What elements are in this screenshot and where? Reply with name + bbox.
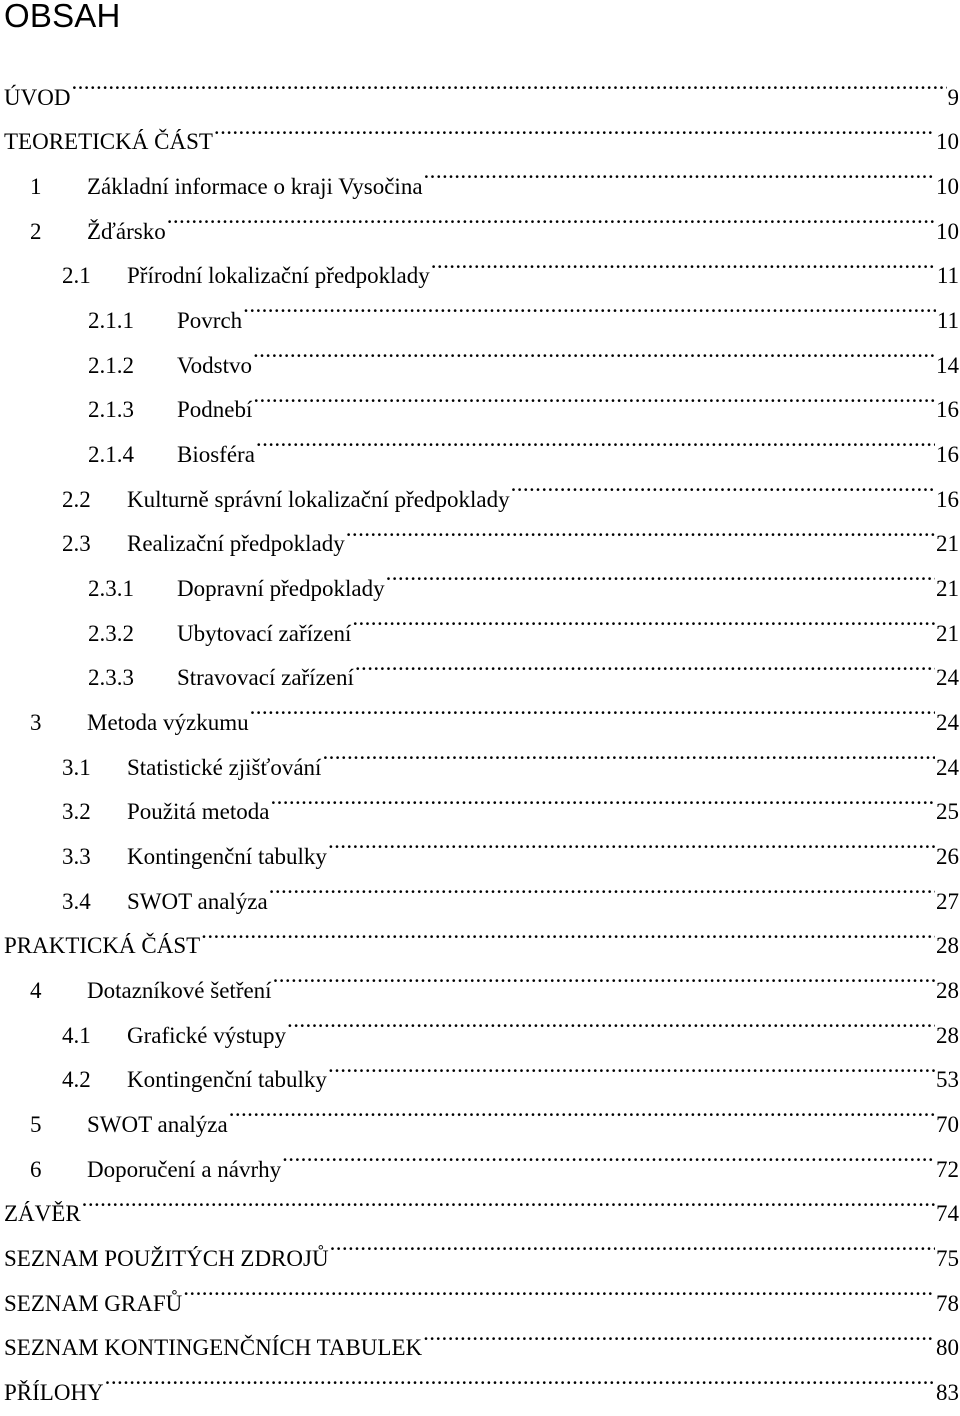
toc-dot-leader <box>270 775 935 820</box>
toc-dot-leader <box>82 1177 935 1222</box>
toc-dot-leader <box>328 1043 935 1088</box>
toc-dot-leader <box>330 1221 935 1266</box>
toc-entry-page: 21 <box>936 620 959 646</box>
toc-entry-page: 80 <box>936 1335 959 1361</box>
toc-entry-title: Realizační předpoklady <box>127 531 345 557</box>
toc-entry-1[interactable] <box>0 60 960 110</box>
toc-dot-leader <box>269 864 935 909</box>
toc-entry-number: 2.3.3 <box>88 665 134 691</box>
toc-entry-number: 3 <box>30 710 42 736</box>
toc-dot-leader <box>424 149 935 194</box>
toc-entry-page: 70 <box>936 1112 959 1138</box>
toc-entry-title: Metoda výzkumu <box>87 710 249 736</box>
toc-entry-title: Vodstvo <box>177 352 252 378</box>
toc-entry-number: 2.2 <box>62 486 91 512</box>
toc-dot-leader <box>201 909 935 954</box>
toc-entry-title: Podnebí <box>177 397 253 423</box>
toc-entry-page: 24 <box>936 754 959 780</box>
toc-entry-number: 5 <box>30 1112 42 1138</box>
toc-entry-title: Použitá metoda <box>127 799 270 825</box>
toc-entry-title: Statistické zjišťování <box>127 754 322 780</box>
toc-entry-page: 27 <box>936 888 959 914</box>
toc-entry-number: 3.1 <box>62 754 91 780</box>
toc-entry-number: 2.3 <box>62 531 91 557</box>
toc-entry-number: 2 <box>30 218 42 244</box>
toc-entry-number: 2.1 <box>62 263 91 289</box>
toc-dot-leader <box>214 105 935 150</box>
toc-dot-leader <box>355 641 935 686</box>
toc-entry-number: 2.3.2 <box>88 620 134 646</box>
toc-entry-page: 26 <box>936 844 959 870</box>
toc-entry-number: 4 <box>30 978 42 1004</box>
toc-entry-title: Povrch <box>177 308 243 334</box>
toc-entry-title: Doporučení a návrhy <box>87 1156 282 1182</box>
toc-dot-leader <box>167 194 935 239</box>
toc-entry-number: 4.2 <box>62 1067 91 1093</box>
toc-entry-27[interactable] <box>0 1221 960 1272</box>
toc-entry-title: SEZNAM KONTINGENČNÍCH TABULEK <box>4 1335 423 1361</box>
toc-entry-page: 16 <box>936 397 959 423</box>
toc-entry-page: 9 <box>947 84 959 110</box>
toc-entry-title: Kulturně správní lokalizační předpoklady <box>127 486 510 512</box>
toc-entry-number: 6 <box>30 1156 42 1182</box>
toc-entry-title: Stravovací zařízení <box>177 665 354 691</box>
toc-entry-page: 24 <box>936 710 959 736</box>
toc-entry-page: 75 <box>936 1246 959 1272</box>
toc-entry-page: 10 <box>936 129 959 155</box>
toc-dot-leader <box>105 1355 935 1400</box>
toc-dot-leader <box>287 998 935 1043</box>
toc-entry-title: Kontingenční tabulky <box>127 1067 327 1093</box>
toc-entry-number: 3.4 <box>62 888 91 914</box>
toc-dot-leader <box>183 1266 935 1311</box>
toc-entry-title: Dotazníkové šetření <box>87 978 272 1004</box>
toc-entry-number: 1 <box>30 174 42 200</box>
toc-dot-leader <box>253 373 935 418</box>
toc-entry-number: 2.3.1 <box>88 576 134 602</box>
toc-entry-title: SWOT analýza <box>127 888 268 914</box>
toc-entry-page: 11 <box>936 263 959 289</box>
toc-dot-leader <box>352 596 935 641</box>
toc-entry-page: 78 <box>936 1290 959 1316</box>
toc-entry-page: 11 <box>936 308 959 334</box>
toc-entry-page: 28 <box>936 1022 959 1048</box>
toc-entry-page: 16 <box>936 442 959 468</box>
toc-entry-30[interactable] <box>0 1355 960 1406</box>
toc-entry-title: Základní informace o kraji Vysočina <box>87 174 423 200</box>
toc-entry-title: Přírodní lokalizační předpoklady <box>127 263 430 289</box>
toc-dot-leader <box>250 685 935 730</box>
toc-dot-leader <box>322 730 935 775</box>
toc-entry-page: 53 <box>936 1067 959 1093</box>
toc-entry-title: ZÁVĚR <box>4 1201 81 1227</box>
toc-entry-title: ÚVOD <box>4 84 71 110</box>
toc-entry-title: SEZNAM POUŽITÝCH ZDROJŮ <box>4 1246 329 1272</box>
toc-entry-title: PŘÍLOHY <box>4 1380 104 1406</box>
toc-dot-leader <box>229 1087 935 1132</box>
toc-entry-page: 28 <box>936 933 959 959</box>
toc-entry-title: Žďársko <box>87 218 166 244</box>
toc-entry-title: PRAKTICKÁ ČÁST <box>4 933 201 959</box>
toc-dot-leader <box>423 1311 935 1356</box>
toc-entry-page: 25 <box>936 799 959 825</box>
toc-entry-page: 21 <box>936 576 959 602</box>
table-of-contents <box>0 60 960 1406</box>
toc-entry-page: 28 <box>936 978 959 1004</box>
toc-entry-number: 2.1.3 <box>88 397 134 423</box>
toc-entry-page: 74 <box>936 1201 959 1227</box>
toc-dot-leader <box>511 462 935 507</box>
toc-entry-number: 2.1.2 <box>88 352 134 378</box>
toc-entry-2[interactable] <box>0 105 960 155</box>
toc-dot-leader <box>282 1132 935 1177</box>
toc-dot-leader <box>273 953 935 998</box>
toc-entry-page: 16 <box>936 486 959 512</box>
toc-entry-number: 4.1 <box>62 1022 91 1048</box>
toc-entry-title: SEZNAM GRAFŮ <box>4 1290 183 1316</box>
page-title: OBSAH <box>4 0 121 34</box>
toc-entry-title: SWOT analýza <box>87 1112 228 1138</box>
toc-dot-leader <box>346 507 935 552</box>
toc-entry-26[interactable] <box>0 1177 960 1227</box>
toc-entry-title: Dopravní předpoklady <box>177 576 385 602</box>
toc-entry-page: 83 <box>936 1380 959 1406</box>
toc-dot-leader <box>253 328 935 373</box>
toc-entry-page: 10 <box>936 218 959 244</box>
toc-entry-page: 21 <box>936 531 959 557</box>
toc-entry-page: 10 <box>936 174 959 200</box>
toc-entry-title: Kontingenční tabulky <box>127 844 327 870</box>
toc-entry-title: TEORETICKÁ ČÁST <box>4 129 213 155</box>
toc-entry-number: 2.1.1 <box>88 308 134 334</box>
toc-entry-title: Grafické výstupy <box>127 1022 287 1048</box>
toc-entry-title: Biosféra <box>177 442 255 468</box>
toc-entry-number: 2.1.4 <box>88 442 134 468</box>
toc-entry-page: 14 <box>936 352 959 378</box>
toc-dot-leader <box>328 819 935 864</box>
toc-dot-leader <box>256 417 935 462</box>
toc-dot-leader <box>71 60 946 105</box>
toc-entry-number: 3.3 <box>62 844 91 870</box>
toc-dot-leader <box>386 551 935 596</box>
toc-dot-leader <box>431 239 936 284</box>
toc-entry-title: Ubytovací zařízení <box>177 620 352 646</box>
toc-entry-page: 24 <box>936 665 959 691</box>
toc-entry-number: 3.2 <box>62 799 91 825</box>
toc-dot-leader <box>243 283 936 328</box>
toc-entry-page: 72 <box>936 1156 959 1182</box>
